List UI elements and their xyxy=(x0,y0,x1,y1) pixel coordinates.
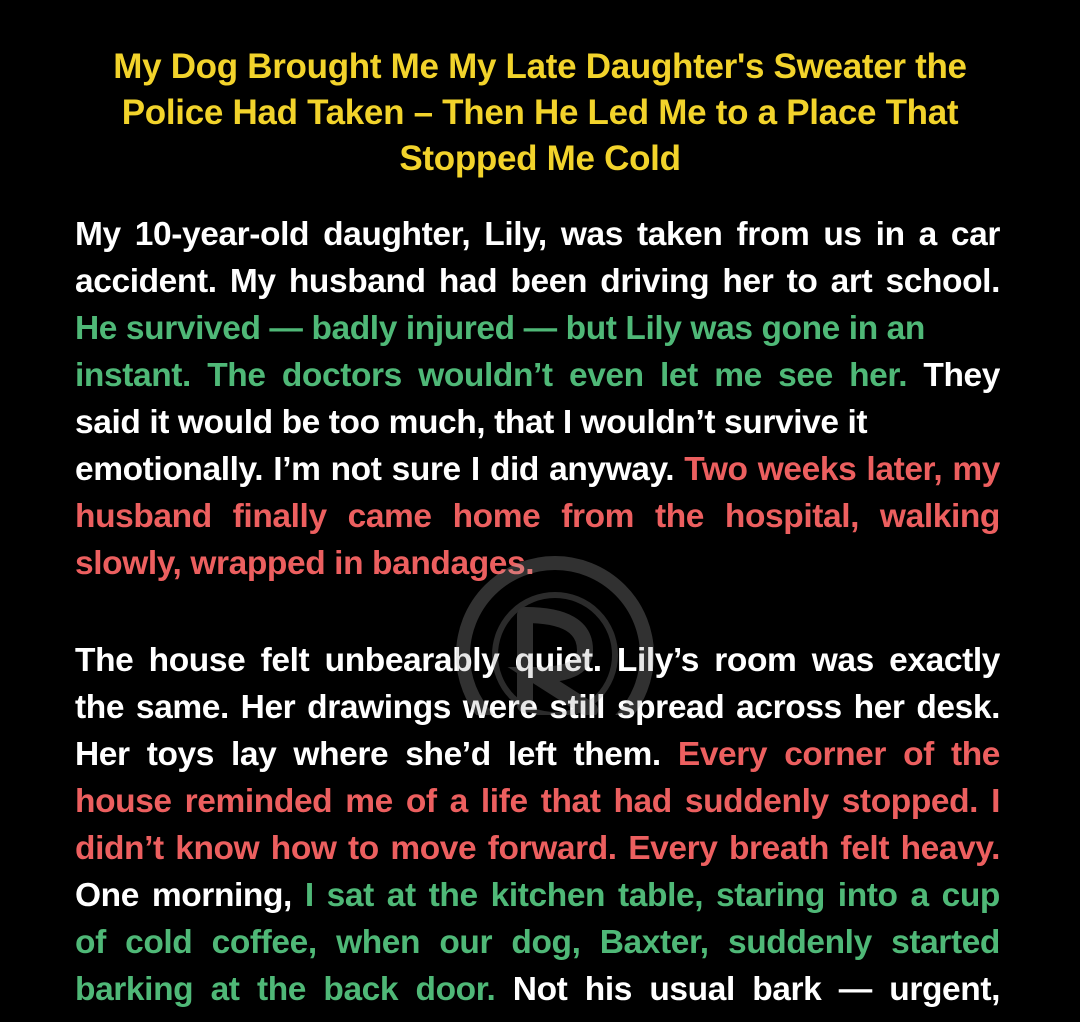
text-segment: My 10-year-old daughter, Lily, was taken from us in a car xyxy=(75,216,1000,253)
text-line xyxy=(75,258,1000,305)
text-segment: The house felt unbearably quiet. Lily’s room was exactly xyxy=(75,642,1000,679)
text-line xyxy=(75,446,1000,493)
text-segment: Not his usual bark — urgent, xyxy=(495,971,1000,1008)
text-segment: Two weeks later, my xyxy=(674,451,1000,488)
text-line xyxy=(75,731,1000,778)
text-line xyxy=(75,778,1000,825)
text-segment: slowly, wrapped in bandages. xyxy=(75,545,535,582)
text-line xyxy=(75,919,1000,966)
text-segment: They xyxy=(907,357,1000,394)
text-segment: instant. The doctors wouldn’t even let me see her. xyxy=(75,357,908,394)
text-segment: house reminded me of a life that had suddenly stopped. I xyxy=(75,783,1000,820)
text-line xyxy=(75,305,1000,352)
text-segment: barking at the back door. xyxy=(75,971,496,1008)
text-segment: of cold coffee, when our dog, Baxter, suddenly started xyxy=(75,924,1000,961)
title-line: My Dog Brought Me My Late Daughter's Sweater the xyxy=(113,47,967,86)
text-line xyxy=(75,493,1000,540)
text-segment: He survived — badly injured — but Lily was gone in an xyxy=(75,310,925,347)
text-line xyxy=(75,872,1000,919)
text-segment: I sat at the kitchen table, staring into a cup xyxy=(291,877,1000,914)
paragraph-1 xyxy=(75,211,1000,587)
text-segment: said it would be too much, that I wouldn’t survive it xyxy=(75,404,868,441)
text-segment: Her toys lay where she’d left them. xyxy=(75,736,661,773)
text-segment: accident. My husband had been driving her to art school. xyxy=(75,263,1000,300)
text-segment: Every corner of the xyxy=(660,736,1000,773)
text-segment: One morning, xyxy=(75,877,292,914)
text-line xyxy=(75,966,1000,1013)
watermark-logo-icon xyxy=(425,555,685,715)
text-line xyxy=(75,399,1000,446)
text-segment: didn’t know how to move forward. Every breath felt heavy. xyxy=(75,830,1000,867)
text-line xyxy=(75,825,1000,872)
text-line xyxy=(75,352,1000,399)
text-line xyxy=(75,211,1000,258)
article-title xyxy=(60,44,1020,182)
text-segment: husband finally came home from the hospital, walking xyxy=(75,498,1000,535)
title-line: Police Had Taken – Then He Led Me to a Place That xyxy=(121,93,959,132)
text-segment: the same. Her drawings were still spread across her desk. xyxy=(75,689,1000,726)
title-line: Stopped Me Cold xyxy=(399,139,681,178)
text-segment: emotionally. I’m not sure I did anyway. xyxy=(75,451,675,488)
